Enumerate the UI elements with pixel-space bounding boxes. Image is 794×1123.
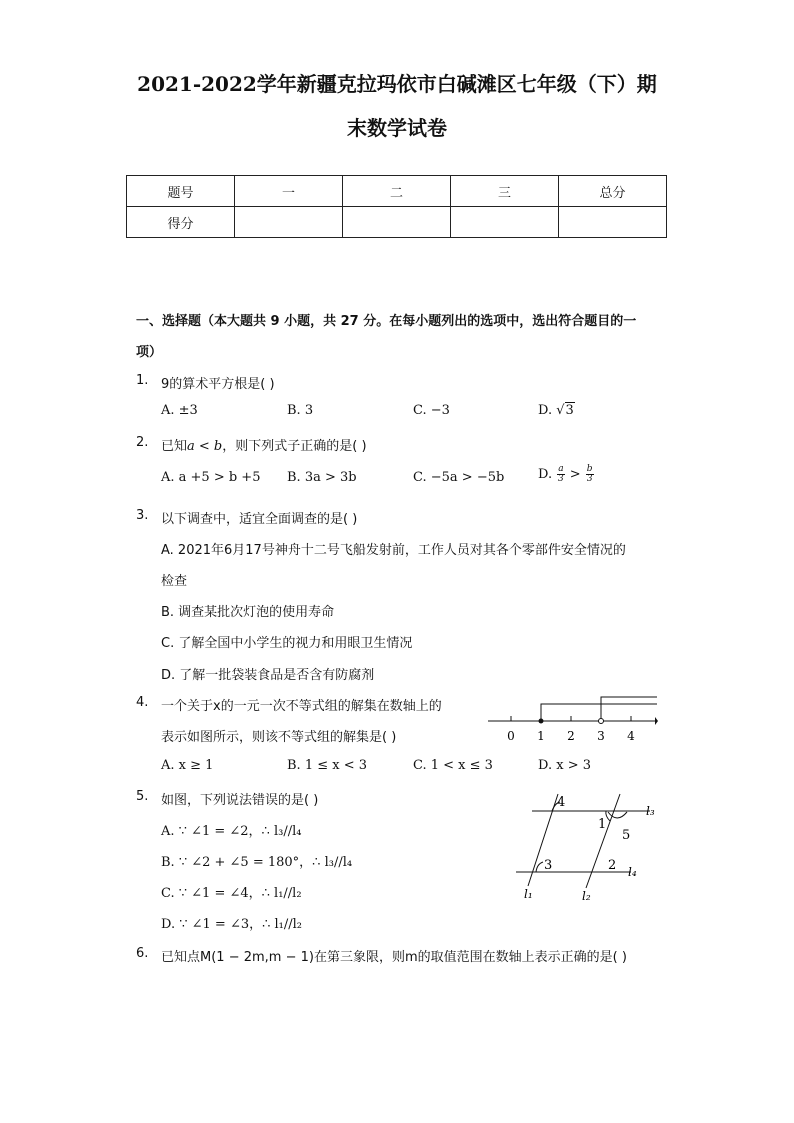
q3-option-d: D. 了解一批袋装食品是否含有防腐剂 (161, 668, 375, 683)
section-heading-line2: 项） (136, 345, 163, 360)
q4-option-c: C. 1 < x ≤ 3 (413, 758, 493, 773)
q1-stem: 9的算术平方根是( ) (161, 377, 275, 392)
q3-option-a-line1: A. 2021年6月17号神舟十二号飞船发射前，工作人员对其各个零部件安全情况的 (161, 543, 626, 558)
q2-option-a: A. a +5 > b +5 (161, 470, 261, 485)
score-empty-cell (559, 207, 667, 238)
q2-stem-post: ，则下列式子正确的是( ) (222, 439, 367, 454)
score-header-cell: 一 (235, 176, 343, 207)
q5-stem: 如图，下列说法错误的是( ) (161, 793, 319, 808)
q2-d-fraction-a (557, 465, 564, 484)
axis-label: 1 (537, 729, 545, 743)
score-table-header-row (127, 176, 667, 207)
arrow-head-icon (655, 717, 658, 725)
q3-option-b: B. 调查某批次灯泡的使用寿命 (161, 605, 335, 620)
angle-label-2: 2 (608, 858, 617, 873)
q5-option-c: C. ∵ ∠1 = ∠4，∴ l₁//l₂ (161, 886, 302, 901)
angle-label-4: 4 (557, 795, 566, 810)
solution-bracket-from-3 (601, 697, 657, 721)
solution-bracket-from-1 (541, 704, 657, 721)
q3-stem: 以下调查中，适宜全面调查的是( ) (161, 512, 358, 527)
q3-option-a-line2: 检查 (161, 574, 188, 589)
q5-option-b: B. ∵ ∠2 + ∠5 = 180°，∴ l₃//l₄ (161, 855, 353, 870)
closed-dot-at-1 (539, 719, 544, 724)
score-table-score-row (127, 207, 667, 238)
angle-arc-5 (608, 812, 627, 818)
q5-number: 5. (136, 789, 149, 804)
q1-option-d-prefix: D. √ (538, 403, 565, 418)
line-label-l3: l₃ (646, 804, 655, 818)
q2-stem-pre: 已知 (161, 439, 188, 454)
angle-label-1: 1 (598, 817, 607, 832)
score-row-label: 得分 (127, 207, 235, 238)
open-dot-at-3 (599, 719, 604, 724)
q1-option-d (538, 403, 575, 418)
score-empty-cell (343, 207, 451, 238)
q2-option-c: C. −5a > −5b (413, 470, 505, 485)
score-header-cell: 总分 (559, 176, 667, 207)
section-heading-line1: 一、选择题（本大题共 9 小题，共 27 分。在每小题列出的选项中，选出符合题目的一 (136, 314, 637, 329)
q2-stem-math: a < b (187, 439, 223, 454)
q2-d-fraction-b (586, 465, 594, 484)
q4-stem-line1: 一个关于x的一元一次不等式组的解集在数轴上的 (161, 699, 442, 714)
q6-number: 6. (136, 946, 149, 961)
line-l2 (586, 794, 620, 888)
q1-option-d-radicand: 3 (565, 403, 574, 418)
score-empty-cell (235, 207, 343, 238)
score-header-cell: 二 (343, 176, 451, 207)
q5-option-d: D. ∵ ∠1 = ∠3，∴ l₁//l₂ (161, 917, 303, 932)
q4-number: 4. (136, 695, 149, 710)
q2-option-b: B. 3a > 3b (287, 470, 357, 485)
q2-option-d-prefix: D. (538, 467, 553, 482)
axis-label: 3 (597, 729, 605, 743)
score-header-cell: 三 (451, 176, 559, 207)
q3-option-c: C. 了解全国中小学生的视力和用眼卫生情况 (161, 636, 413, 651)
axis-label: 0 (507, 729, 515, 743)
frac-denominator: 3 (586, 474, 593, 484)
axis-label: 2 (567, 729, 575, 743)
q4-option-a: A. x ≥ 1 (161, 758, 214, 773)
frac-denominator: 3 (558, 474, 564, 484)
parallel-lines-figure (510, 788, 665, 906)
q1-number: 1. (136, 373, 149, 388)
q6-stem: 已知点M(1 − 2m,m − 1)在第三象限，则m的取值范围在数轴上表示正确的是( ) (161, 950, 627, 965)
number-line-figure (485, 692, 660, 747)
frac-numerator: b (586, 464, 593, 474)
line-label-l2: l₂ (582, 889, 591, 903)
q1-option-b: B. 3 (287, 403, 314, 418)
q4-option-b: B. 1 ≤ x < 3 (287, 758, 368, 773)
angle-arc-3 (536, 862, 543, 872)
frac-numerator: a (558, 464, 564, 474)
angle-label-3: 3 (544, 858, 553, 873)
exam-title-line2: 末数学试卷 (347, 116, 447, 140)
q2-d-operator: > (569, 467, 581, 482)
score-table (126, 175, 667, 238)
axis-label: 4 (627, 729, 635, 743)
q3-number: 3. (136, 508, 149, 523)
q1-option-c: C. −3 (413, 403, 450, 418)
q4-option-d: D. x > 3 (538, 758, 591, 773)
score-header-cell: 题号 (127, 176, 235, 207)
angle-label-5: 5 (622, 828, 631, 843)
q2-number: 2. (136, 435, 149, 450)
q1-option-a: A. ±3 (161, 403, 198, 418)
q2-option-d (538, 465, 595, 484)
q2-stem (161, 435, 367, 454)
line-label-l4: l₄ (628, 865, 637, 879)
q5-option-a: A. ∵ ∠1 = ∠2，∴ l₃//l₄ (161, 824, 302, 839)
line-label-l1: l₁ (524, 887, 533, 901)
score-empty-cell (451, 207, 559, 238)
q4-stem-line2: 表示如图所示，则该不等式组的解集是( ) (161, 730, 397, 745)
exam-title-line1: 2021-2022学年新疆克拉玛依市白碱滩区七年级（下）期 (137, 72, 657, 96)
